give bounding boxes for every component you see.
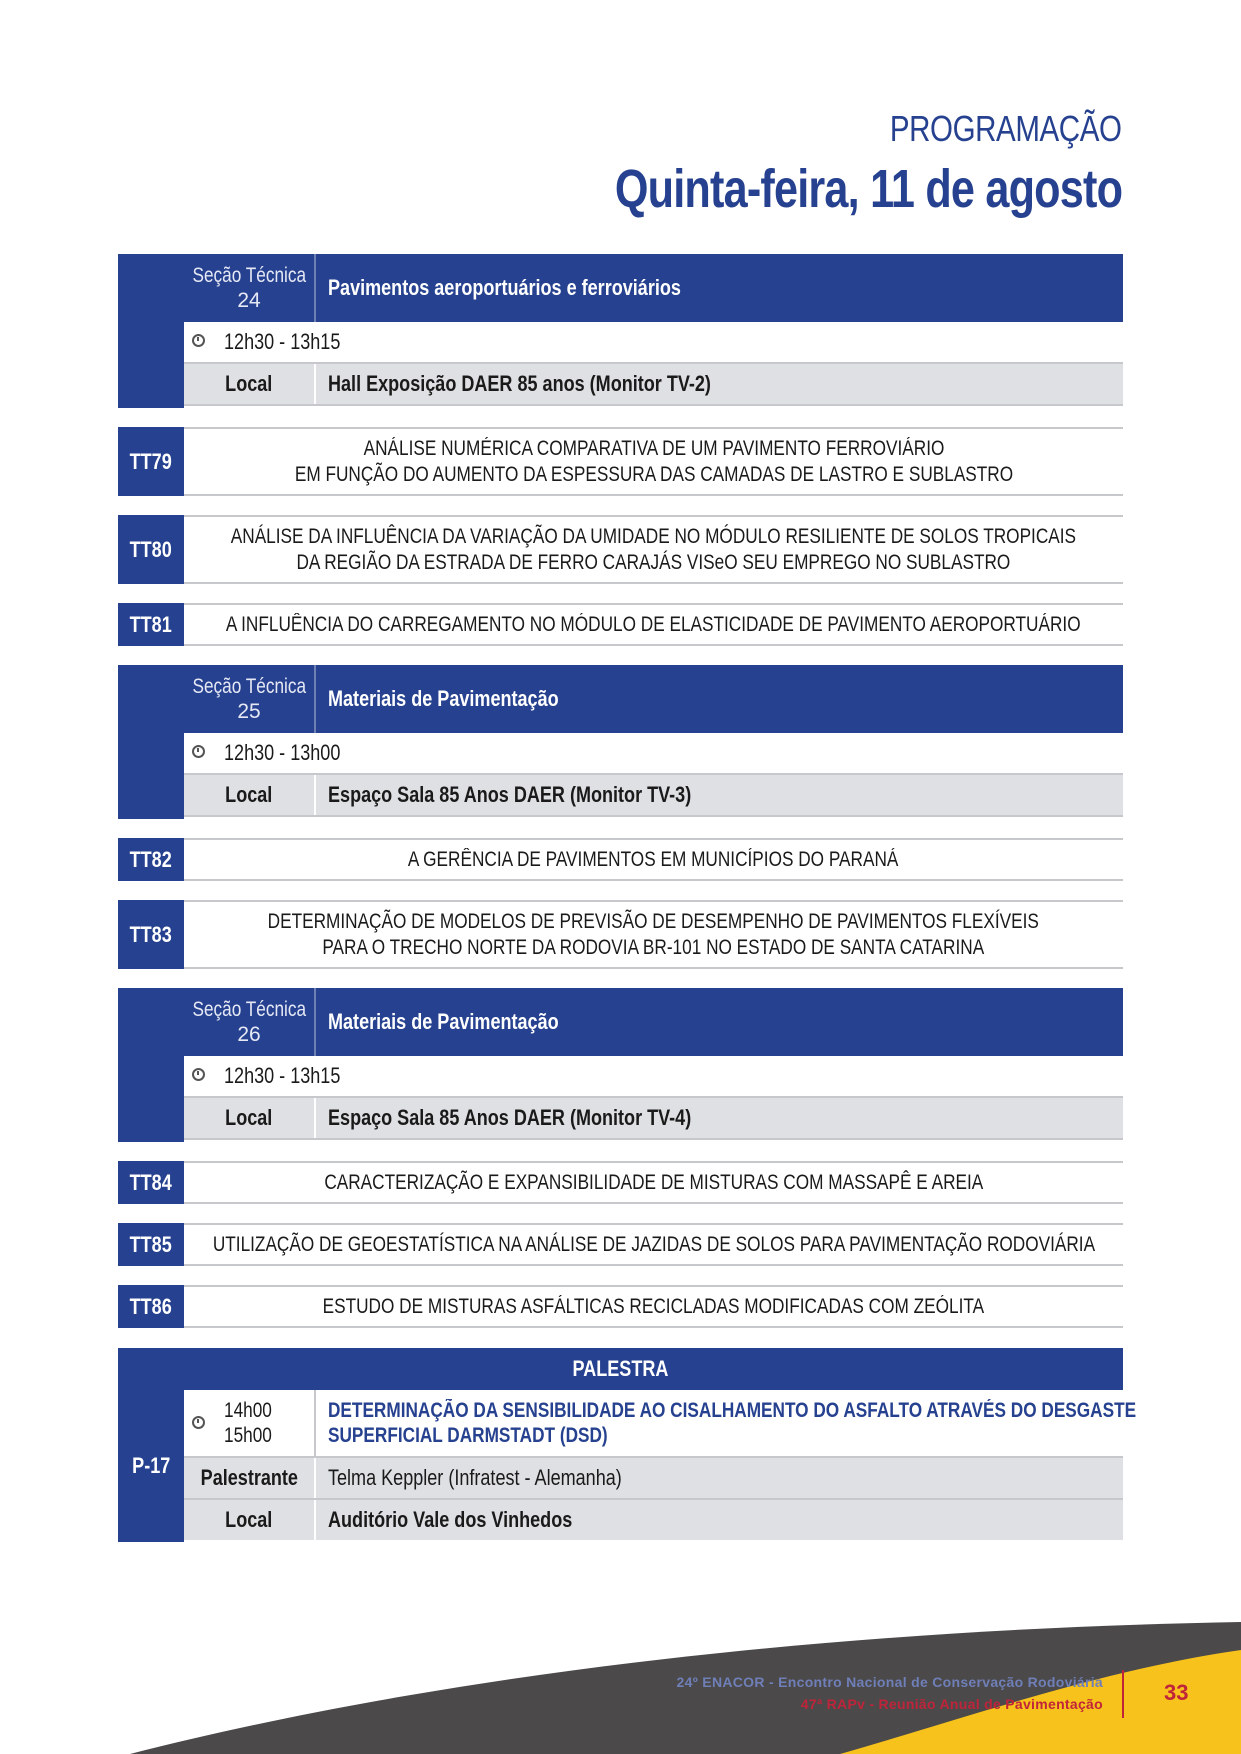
paper-code: TT83 <box>118 900 184 969</box>
clock-icon <box>192 1068 205 1081</box>
local-label: Local <box>184 775 316 815</box>
section-number: Seção Técnica 26 <box>184 988 316 1056</box>
paper-row <box>118 603 1123 646</box>
local-label: Local <box>184 364 316 404</box>
paper-title: A INFLUÊNCIA DO CARREGAMENTO NO MÓDULO DE ELASTICIDADE DE PAVIMENTO AEROPORTUÁRIO <box>226 612 1081 636</box>
section-local-row <box>184 775 1123 817</box>
section-header-row <box>184 988 1123 1056</box>
local-value: Hall Exposição DAER 85 anos (Monitor TV-2) <box>328 371 711 396</box>
page-title: Quinta-feira, 11 de agosto <box>614 159 1122 219</box>
section-time: 12h30 - 13h15 <box>224 1063 341 1088</box>
technical-section <box>118 988 1123 1142</box>
palestra-time: 14h00 15h00 <box>224 1399 272 1447</box>
paper-row <box>118 1161 1123 1204</box>
section-sidebar <box>118 254 184 408</box>
clock-icon <box>192 1416 205 1429</box>
section-time-row <box>184 1056 1123 1098</box>
palestra-block <box>118 1348 1137 1542</box>
paper-row <box>118 900 1123 969</box>
local-label: Local <box>184 1098 316 1138</box>
section-local-row <box>184 364 1123 406</box>
paper-code: TT85 <box>118 1223 184 1266</box>
clock-icon <box>192 334 205 347</box>
section-local-row <box>184 1098 1123 1140</box>
paper-row <box>118 1223 1123 1266</box>
paper-title: UTILIZAÇÃO DE GEOESTATÍSTICA NA ANÁLISE DE JAZIDAS DE SOLOS PARA PAVIMENTAÇÃO RODOVIÁRIA <box>212 1232 1095 1256</box>
paper-code: TT86 <box>118 1285 184 1328</box>
local-label: Local <box>225 1507 273 1532</box>
paper-row <box>118 427 1123 496</box>
palestra-talk-row <box>184 1390 1137 1458</box>
technical-section <box>118 665 1123 819</box>
paper-title: DETERMINAÇÃO DE MODELOS DE PREVISÃO DE DESEMPENHO DE PAVIMENTOS FLEXÍVEIS PARA O TRECHO NORTE DA RODOVIA BR-101 NO ESTADO DE SANTA CATARINA <box>267 909 1040 959</box>
footer-divider <box>1122 1670 1124 1718</box>
paper-title: A GERÊNCIA DE PAVIMENTOS EM MUNICÍPIOS DO PARANÁ <box>408 847 899 871</box>
speaker-name: Telma Keppler (Infratest - Alemanha) <box>328 1465 622 1490</box>
paper-row <box>118 1285 1123 1328</box>
paper-title: ANÁLISE DA INFLUÊNCIA DA VARIAÇÃO DA UMIDADE NO MÓDULO RESILIENTE DE SOLOS TROPICAIS DA REGIÃO DA ESTRADA DE FERRO CARAJÁS VISeO SEU EMPREGO NO SUBLASTRO <box>230 524 1077 574</box>
section-header-row <box>184 665 1123 733</box>
paper-title: CARACTERIZAÇÃO E EXPANSIBILIDADE DE MISTURAS COM MASSAPÊ E AREIA <box>324 1170 983 1194</box>
palestra-speaker-row <box>184 1458 1123 1500</box>
section-title: Pavimentos aeroportuários e ferroviários <box>328 275 681 300</box>
section-number: Seção Técnica 25 <box>184 665 316 733</box>
section-time: 12h30 - 13h15 <box>224 329 341 354</box>
section-time-row <box>184 322 1123 364</box>
section-title: Materiais de Pavimentação <box>328 1009 559 1034</box>
paper-title: ESTUDO DE MISTURAS ASFÁLTICAS RECICLADAS MODIFICADAS COM ZEÓLITA <box>322 1294 985 1318</box>
paper-code: TT82 <box>118 838 184 881</box>
local-value: Espaço Sala 85 Anos DAER (Monitor TV-3) <box>328 782 692 807</box>
palestra-heading: PALESTRA <box>118 1348 1123 1390</box>
palestra-title: DETERMINAÇÃO DA SENSIBILIDADE AO CISALHAMENTO DO ASFALTO ATRAVÉS DO DESGASTE SUPERFICIAL DARMSTADT (DSD) <box>328 1399 1137 1447</box>
palestra-local-row <box>184 1500 1123 1540</box>
paper-row <box>118 515 1123 584</box>
section-header-row <box>184 254 1123 322</box>
paper-code: TT79 <box>118 427 184 496</box>
section-time-row <box>184 733 1123 775</box>
section-sidebar <box>118 665 184 819</box>
clock-icon <box>192 745 205 758</box>
local-value: Auditório Vale dos Vinhedos <box>328 1507 573 1532</box>
section-title: Materiais de Pavimentação <box>328 686 559 711</box>
paper-code: TT80 <box>118 515 184 584</box>
speaker-label: Palestrante <box>200 1465 298 1490</box>
palestra-code: P-17 <box>118 1390 184 1542</box>
page-number: 33 <box>1164 1680 1189 1705</box>
footer-event-line: 24º ENACOR - Encontro Nacional de Conservação Rodoviária <box>676 1674 1103 1690</box>
paper-code: TT84 <box>118 1161 184 1204</box>
section-time: 12h30 - 13h00 <box>224 740 341 765</box>
footer-meeting-line: 47ª RAPv - Reunião Anual de Pavimentação <box>800 1696 1103 1712</box>
page-kicker: PROGRAMAÇÃO <box>890 108 1122 149</box>
paper-code: TT81 <box>118 603 184 646</box>
section-number: Seção Técnica 24 <box>184 254 316 322</box>
section-sidebar <box>118 988 184 1142</box>
technical-section <box>118 254 1123 408</box>
local-value: Espaço Sala 85 Anos DAER (Monitor TV-4) <box>328 1105 692 1130</box>
paper-title: ANÁLISE NUMÉRICA COMPARATIVA DE UM PAVIMENTO FERROVIÁRIO EM FUNÇÃO DO AUMENTO DA ESPESSURA DAS CAMADAS DE LASTRO E SUBLASTRO <box>294 436 1013 486</box>
paper-row <box>118 838 1123 881</box>
